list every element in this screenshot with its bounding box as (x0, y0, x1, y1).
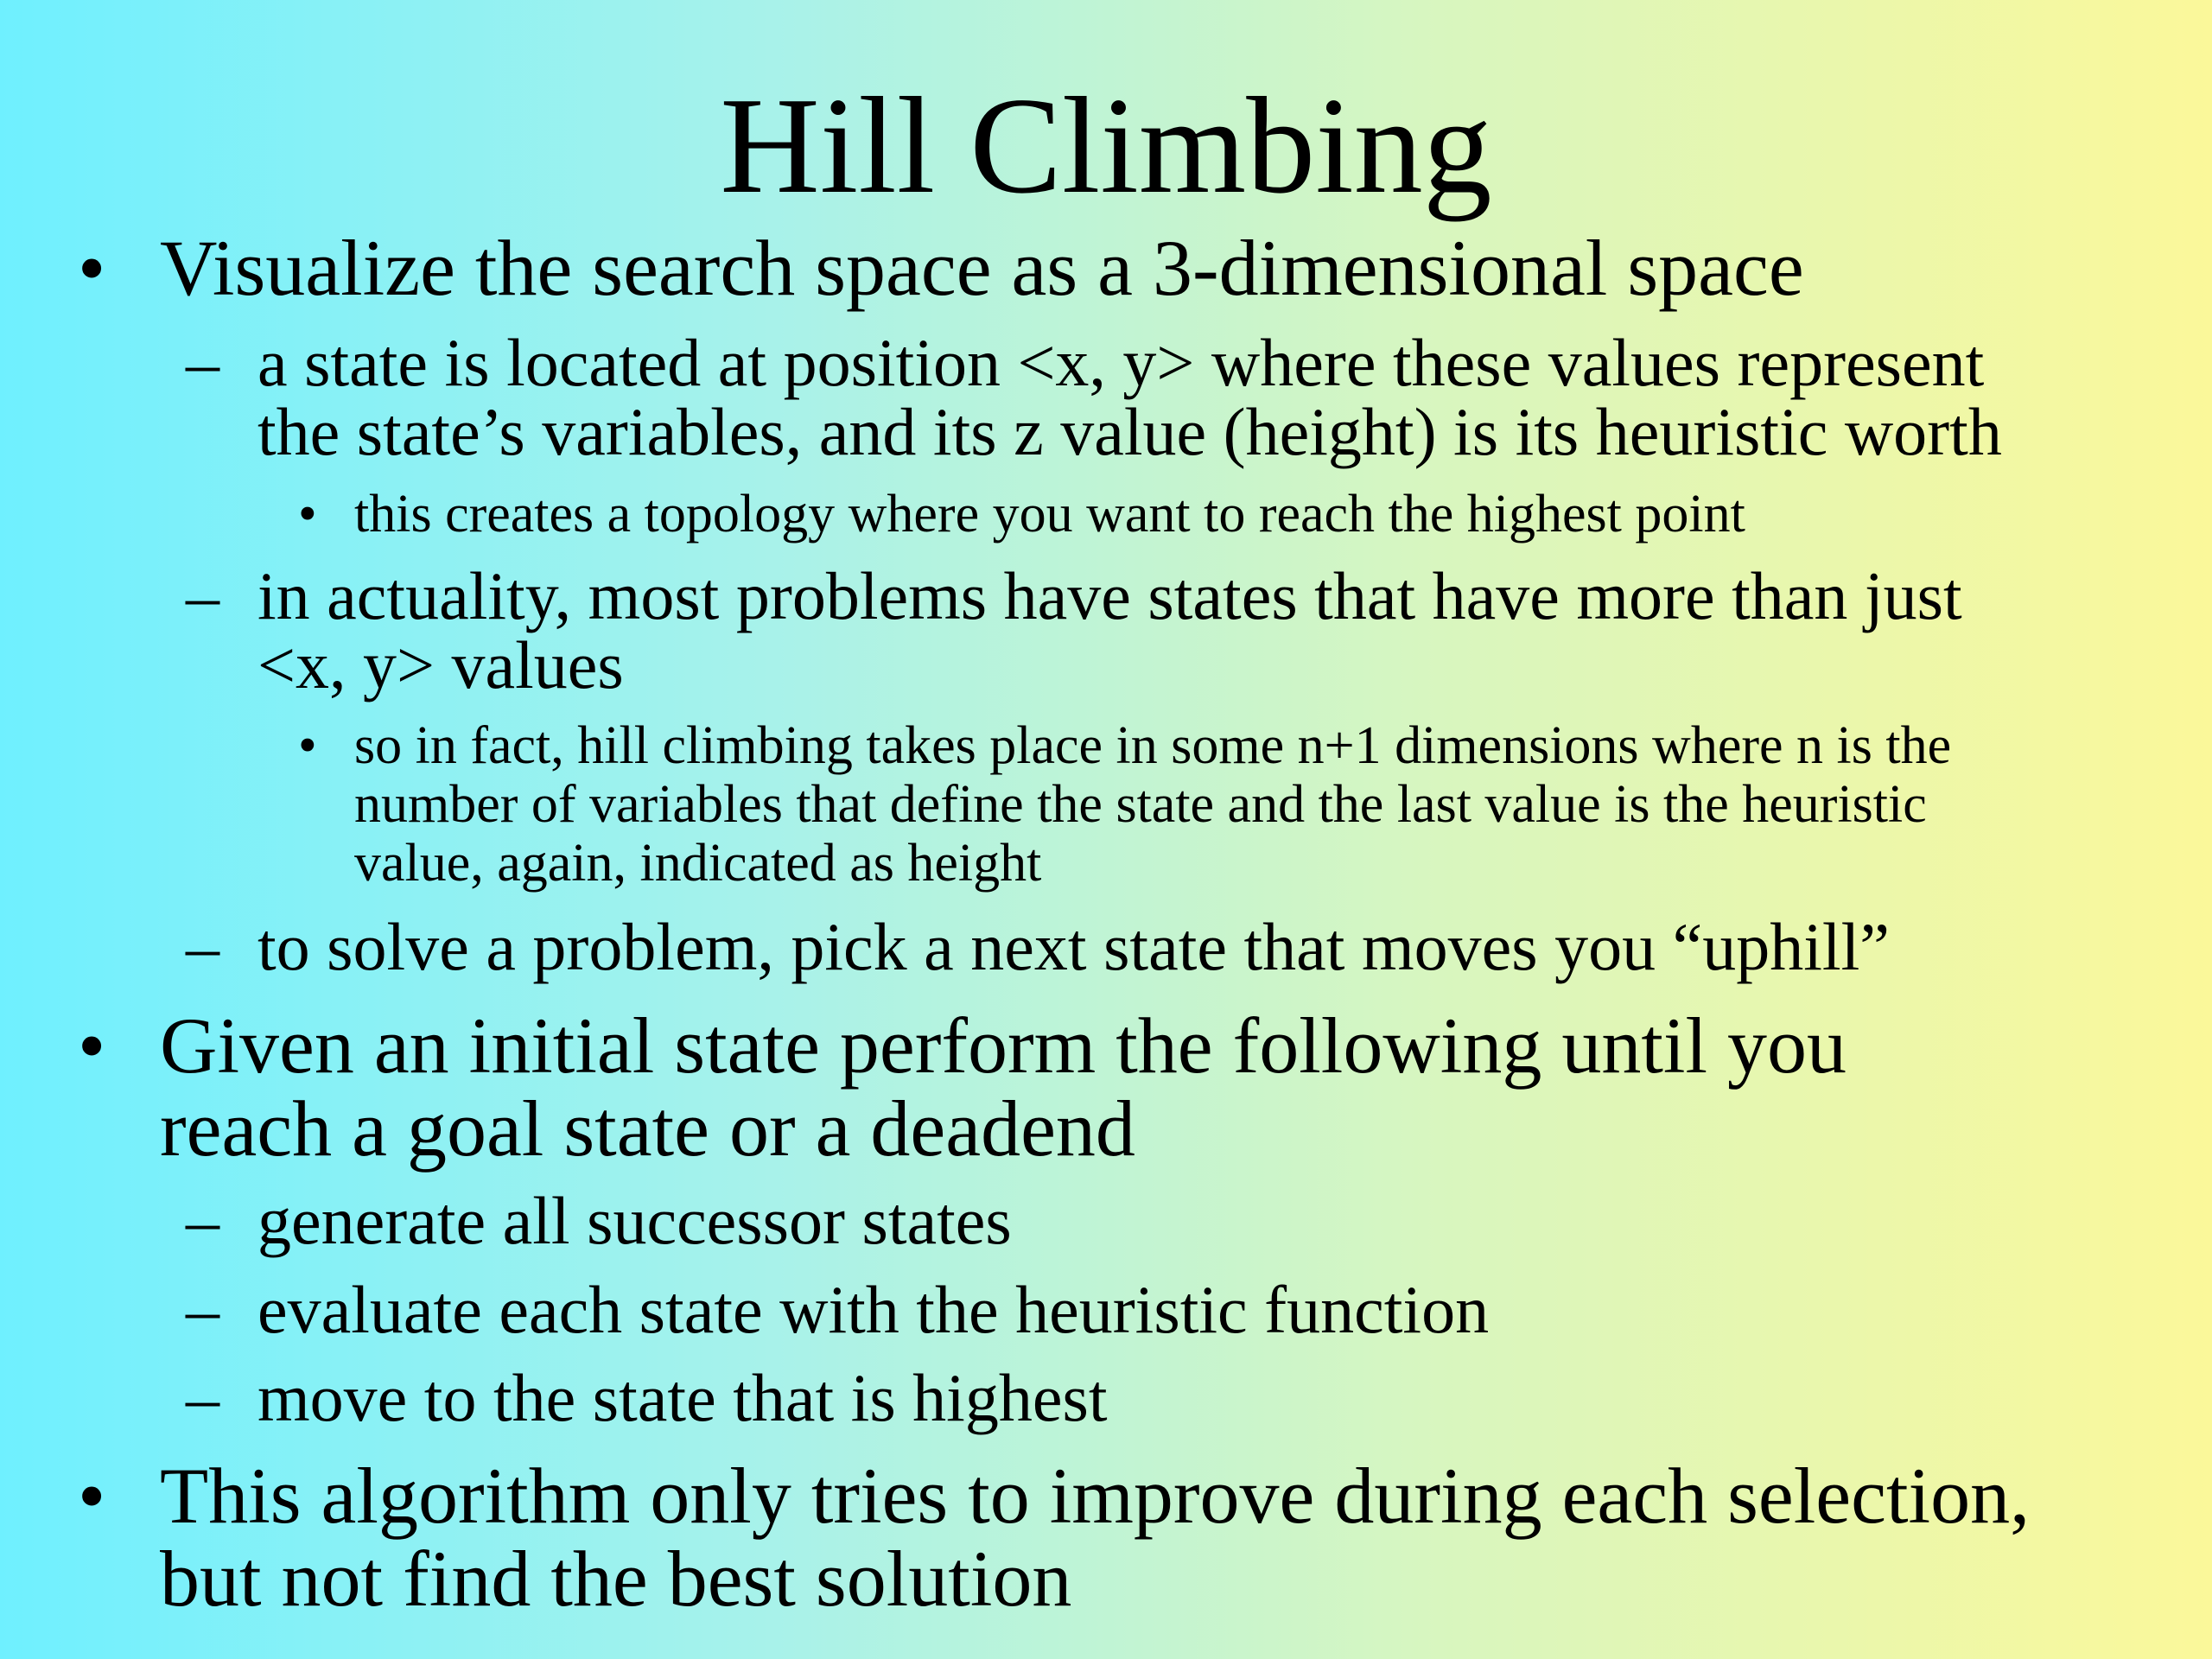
bullet-marker: • (78, 1452, 106, 1540)
bullet-text: Given an initial state perform the following until you (160, 1001, 1847, 1090)
sub-sub-bullet-text: this creates a topology where you want to reach the highest point (354, 485, 1745, 543)
bullet-text: Visualize the search space as a 3-dimensional space (160, 224, 1804, 312)
bullet-marker: • (78, 224, 106, 312)
sub-sub-bullet-text: value, again, indicated as height (354, 834, 1042, 893)
sub-bullet-text: generate all successor states (257, 1183, 1012, 1258)
bullet-marker: • (78, 1001, 106, 1090)
sub-bullet-text: <x, y> values (257, 627, 624, 702)
bullet-text: but not find the best solution (160, 1535, 1072, 1623)
sub-sub-bullet-marker: • (298, 485, 317, 543)
slide-title: Hill Climbing (720, 68, 1492, 222)
dash-marker: – (186, 1360, 219, 1435)
sub-bullet-text: move to the state that is highest (257, 1360, 1108, 1435)
bullet-text: reach a goal state or a deadend (160, 1084, 1135, 1173)
sub-bullet-text: evaluate each state with the heuristic function (257, 1272, 1490, 1347)
dash-marker: – (186, 1183, 219, 1258)
sub-bullet-text: the state’s variables, and its z value (height) is its heuristic worth (257, 394, 2002, 469)
sub-bullet-text: in actuality, most problems have states that have more than just (257, 558, 1962, 633)
sub-bullet-text: to solve a problem, pick a next state that moves you “uphill” (257, 909, 1890, 984)
dash-marker: – (186, 909, 219, 984)
dash-marker: – (186, 325, 219, 400)
dash-marker: – (186, 558, 219, 633)
sub-sub-bullet-text: so in fact, hill climbing takes place in some n+1 dimensions where n is the (354, 716, 1952, 775)
sub-sub-bullet-marker: • (298, 716, 317, 775)
bullet-text: This algorithm only tries to improve during each selection, (160, 1452, 2031, 1540)
sub-bullet-text: a state is located at position <x, y> where these values represent (257, 325, 1985, 400)
sub-sub-bullet-text: number of variables that define the state and the last value is the heuristic (354, 775, 1927, 834)
dash-marker: – (186, 1272, 219, 1347)
